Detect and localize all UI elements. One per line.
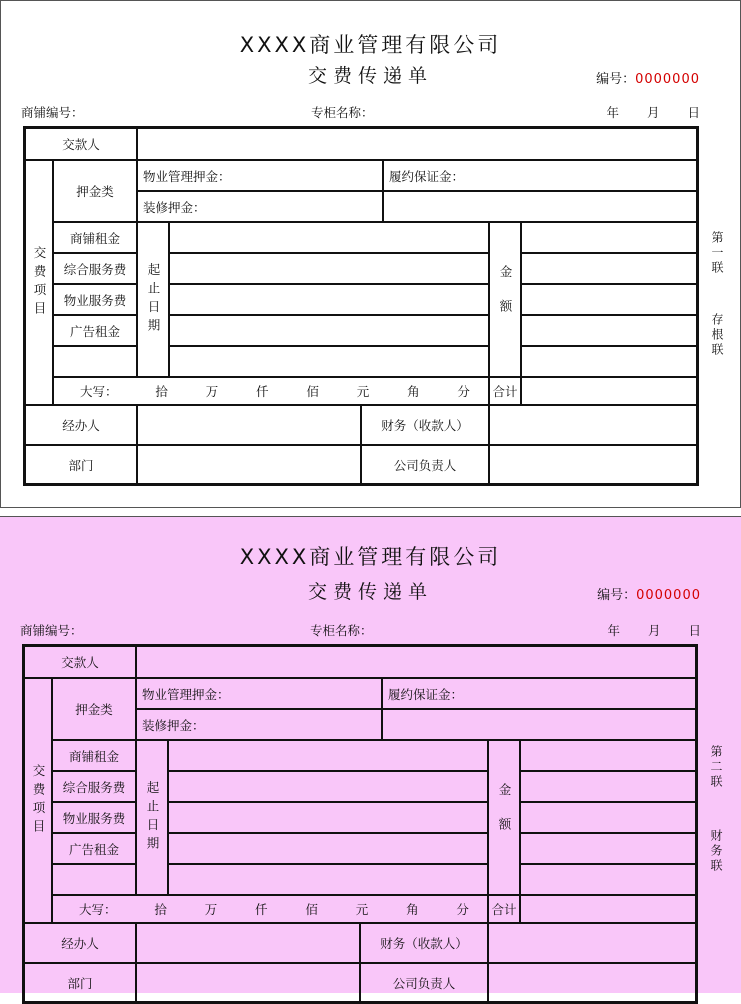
copy-number: 第二联 [709,745,723,790]
period-label: 起止日期 [137,222,169,377]
serial-number: 编号：0000000 [596,72,700,87]
serial-value: 0000000 [635,72,700,87]
shop-number-label: 商铺编号： [20,623,83,638]
payer-label: 交款人 [25,128,137,160]
finance-field[interactable] [489,405,697,445]
period-field[interactable] [169,253,489,284]
handler-field[interactable] [136,923,360,963]
date-fields [607,621,701,639]
capital-amount-row[interactable]: 大写： 拾 万 仟 佰 元 角 分 [52,895,488,923]
finance-label: 财务（收款人） [361,405,489,445]
payer-field[interactable] [136,646,696,678]
year-label: 年 [607,623,620,638]
total-label: 合计 [489,377,521,405]
amount-field[interactable] [521,222,697,253]
period-field[interactable] [168,864,488,895]
counter-name-label: 专柜名称： [310,623,373,638]
handler-label: 经办人 [25,405,137,445]
total-field[interactable] [521,377,697,405]
item-label: 物业服务费 [52,802,136,833]
item-label: 商铺租金 [53,222,137,253]
company-name: XXXX商业管理有限公司 [239,545,502,569]
period-field[interactable] [168,833,488,864]
period-field[interactable] [169,284,489,315]
finance-field[interactable] [488,923,696,963]
department-label: 部门 [24,963,136,1002]
item-label: 综合服务费 [53,253,137,284]
finance-label: 财务（收款人） [360,923,488,963]
month-label: 月 [647,623,661,638]
renovation-deposit-field[interactable]: 装修押金： [137,191,383,222]
day-label: 日 [687,105,700,120]
amount-field[interactable] [521,253,697,284]
amount-field[interactable] [520,864,696,895]
amount-field[interactable] [520,740,696,771]
fee-table [22,644,698,1004]
amount-field[interactable] [520,802,696,833]
amount-label: 金额 [489,222,521,377]
performance-bond-field[interactable]: 履约保证金： [383,160,697,191]
company-head-field[interactable] [488,963,696,1002]
company-head-field[interactable] [489,445,697,484]
serial-number: 编号：0000000 [597,588,701,603]
period-field[interactable] [169,346,489,377]
fee-items-label: 交费项目 [24,678,52,923]
period-field[interactable] [168,771,488,802]
fee-items-label: 交费项目 [25,160,53,405]
amount-field[interactable] [520,771,696,802]
property-deposit-field[interactable]: 物业管理押金： [136,678,382,709]
serial-value: 0000000 [636,588,701,603]
item-blank[interactable] [52,864,136,895]
company-head-label: 公司负责人 [361,445,489,484]
amount-label: 金额 [488,740,520,895]
period-field[interactable] [168,740,488,771]
total-label: 合计 [488,895,520,923]
renovation-extra-field[interactable] [382,709,696,740]
day-label: 日 [688,623,701,638]
capital-amount-row[interactable]: 大写： 拾 万 仟 佰 元 角 分 [53,377,489,405]
receipt-sheet-2 [0,516,741,993]
amount-field[interactable] [521,346,697,377]
payer-field[interactable] [137,128,697,160]
shop-number-label: 商铺编号： [21,105,84,120]
company-name: XXXX商业管理有限公司 [239,33,502,57]
amount-field[interactable] [520,833,696,864]
period-label: 起止日期 [136,740,168,895]
copy-number: 第一联 [710,231,724,276]
fee-table [23,126,699,486]
period-field[interactable] [169,315,489,346]
department-label: 部门 [25,445,137,484]
item-blank[interactable] [53,346,137,377]
renovation-deposit-field[interactable]: 装修押金： [136,709,382,740]
form-title: 交费传递单 [307,65,433,87]
item-label: 广告租金 [52,833,136,864]
deposit-category-label: 押金类 [52,678,136,740]
item-label: 商铺租金 [52,740,136,771]
handler-label: 经办人 [24,923,136,963]
amount-field[interactable] [521,284,697,315]
item-label: 综合服务费 [52,771,136,802]
date-fields [606,103,700,121]
year-label: 年 [606,105,619,120]
month-label: 月 [646,105,660,120]
counter-name-label: 专柜名称： [311,105,374,120]
copy-type: 财务联 [709,829,723,874]
form-title: 交费传递单 [307,581,433,603]
performance-bond-field[interactable]: 履约保证金： [382,678,696,709]
company-head-label: 公司负责人 [360,963,488,1002]
property-deposit-field[interactable]: 物业管理押金： [137,160,383,191]
deposit-category-label: 押金类 [53,160,137,222]
total-field[interactable] [520,895,696,923]
item-label: 广告租金 [53,315,137,346]
department-field[interactable] [137,445,361,484]
department-field[interactable] [136,963,360,1002]
payer-label: 交款人 [24,646,136,678]
amount-field[interactable] [521,315,697,346]
renovation-extra-field[interactable] [383,191,697,222]
copy-type: 存根联 [710,313,724,358]
item-label: 物业服务费 [53,284,137,315]
period-field[interactable] [169,222,489,253]
period-field[interactable] [168,802,488,833]
handler-field[interactable] [137,405,361,445]
